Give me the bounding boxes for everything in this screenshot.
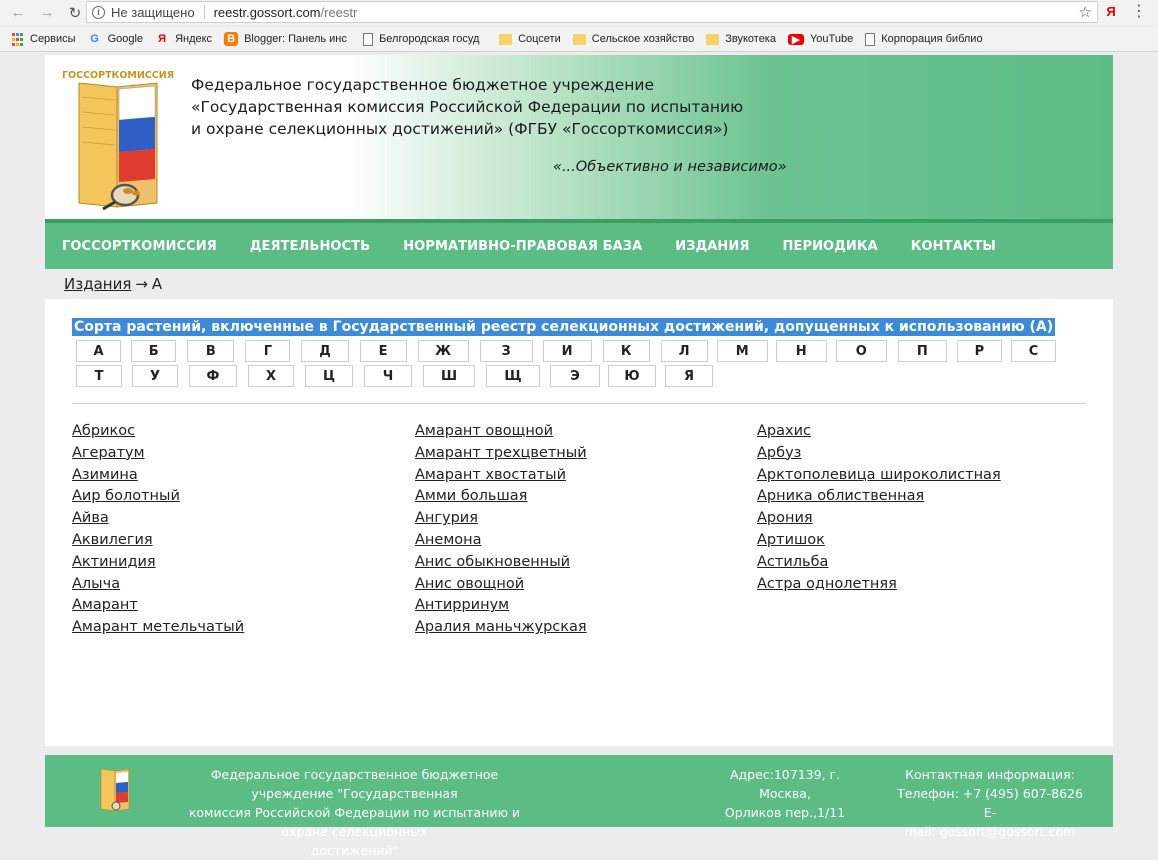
bookmark-google[interactable] [88,32,143,46]
alphabet-row [76,340,1056,362]
bookmark-label: Белгородская госуд [379,33,480,45]
letter-filter-button[interactable]: Г [245,340,290,362]
letter-filter-button[interactable]: Б [131,340,176,362]
main-content [45,299,1113,746]
bookmark-label: Яндекс [175,33,213,45]
footer-org [185,765,524,860]
plant-link[interactable]: Амарант [72,597,138,614]
letter-filter-button[interactable]: Ф [189,365,237,387]
footer-contact-line: mail: gossort@gossort.com [904,824,1076,839]
letter-filter-button[interactable]: Ж [418,340,469,362]
plant-column-2 [415,421,587,639]
bookmark-belgorod[interactable] [363,33,487,46]
plant-link[interactable]: Астра однолетняя [757,575,897,592]
bookmark-star-icon[interactable]: ☆ [1078,4,1092,21]
footer-address-line: Орликов пер.,1/11 [724,805,846,820]
bookmark-label: YouTube [809,33,854,45]
plant-link[interactable]: Астильба [757,553,829,570]
alphabet-row [76,365,1056,387]
main-nav [45,219,1113,269]
letter-filter-button[interactable]: К [603,340,650,362]
footer-org-line: комиссия Российской Федерации по испытанию и охране селекционных [188,805,521,839]
divider [72,403,1086,404]
plant-link[interactable]: Антирринум [415,597,510,614]
letter-filter-button[interactable]: Л [661,340,708,362]
bookmark-blogger[interactable] [224,32,351,46]
apps-icon [10,32,24,46]
nav-publications[interactable]: ИЗДАНИЯ [675,238,750,254]
letter-filter-button[interactable]: П [898,340,947,362]
nav-activity[interactable]: ДЕЯТЕЛЬНОСТЬ [249,238,371,254]
letter-filter-button[interactable]: У [132,365,178,387]
bookmark-label: Корпорация библио [881,33,983,45]
letter-filter-button[interactable]: М [717,340,768,362]
bookmark-yandex[interactable] [155,32,212,46]
bookmark-label: Blogger: Панель инс [244,33,347,45]
plant-link[interactable]: Анис обыкновенный [415,553,571,570]
breadcrumb-arrow: → [135,275,148,293]
letter-filter-button[interactable]: Т [76,365,122,387]
letter-filter-button[interactable]: Н [776,340,827,362]
letter-filter-button[interactable]: Д [301,340,348,362]
bookmark-label: Звукотека [725,33,776,45]
plant-link[interactable]: Ангурия [415,510,478,527]
blogger-icon: B [224,32,238,46]
plant-link[interactable]: Анис овощной [415,575,525,592]
footer-org-line: достижений" [310,843,399,858]
letter-filter-button[interactable]: И [543,340,592,362]
letter-filter-button[interactable]: А [76,340,121,362]
alphabet-index [76,340,1056,390]
gossort-logo-icon[interactable] [61,67,175,213]
page-icon [363,33,373,46]
bookmark-label: Google [107,33,144,45]
letter-filter-button[interactable]: С [1011,340,1056,362]
plant-link[interactable]: Актинидия [72,553,156,570]
youtube-icon: ▶ [788,34,804,45]
plant-link[interactable]: Аквилегия [72,531,153,548]
letter-filter-button[interactable]: Ч [364,365,412,387]
letter-filter-button[interactable]: Я [665,365,713,387]
plant-link[interactable]: Арника облиственная [757,488,925,505]
plant-link[interactable]: Азимина [72,466,138,483]
logo-text: ГОССОРТКОМИССИЯ [61,70,175,81]
address-bar[interactable] [86,1,1098,23]
plant-link[interactable]: Амарант овощной [415,423,554,439]
page-icon [865,33,875,46]
url-text[interactable] [214,5,358,20]
url-host: reestr.gossort.com [213,4,321,20]
bookmark-youtube[interactable] [788,33,853,45]
reload-icon[interactable]: ↻ [68,4,82,22]
footer-contact-line: Телефон: +7 (495) 607-8626 E- [897,786,1083,820]
plant-link[interactable]: Арктополевица широколистная [757,466,1001,483]
plant-column-3 [757,421,1001,595]
plant-link[interactable]: Амми большая [415,488,528,505]
plant-link[interactable]: Арбуз [757,444,802,461]
security-label: Не защищено [111,4,195,20]
yandex-icon: Я [158,33,167,45]
browser-toolbar [0,0,1158,25]
plant-link[interactable]: Аир болотный [72,488,180,505]
footer-contacts [897,765,1083,841]
letter-filter-button[interactable]: О [836,340,887,362]
plant-link[interactable]: Агератум [72,444,145,461]
breadcrumb-current: А [151,275,163,293]
plant-link[interactable]: Амарант метельчатый [72,619,245,636]
site-footer [45,755,1113,858]
plant-link[interactable]: Амарант хвостатый [415,466,566,483]
letter-filter-button[interactable]: Х [248,365,294,387]
letter-filter-button[interactable]: Р [957,340,1002,362]
letter-filter-button[interactable]: В [187,340,234,362]
nav-contacts[interactable]: КОНТАКТЫ [910,238,996,254]
letter-filter-button[interactable]: Э [550,365,600,387]
footer-contact-line: Контактная информация: [905,767,1075,782]
plant-link[interactable]: Артишок [757,531,825,548]
plant-link[interactable]: Алыча [72,575,121,592]
yandex-extension-icon[interactable]: Я [1106,4,1116,19]
plant-link[interactable]: Арония [757,510,813,527]
plant-link[interactable]: Амарант трехцветный [415,444,587,461]
letter-filter-button[interactable]: Ю [608,365,656,387]
site-header [45,55,1113,219]
bookmark-agriculture[interactable] [573,33,694,45]
slogan: «...Объективно и независимо» [553,159,787,175]
footer-address [703,765,867,822]
folder-icon [499,34,512,45]
bookmark-sound[interactable] [706,33,776,45]
url-path: /reestr [320,4,358,20]
plant-link[interactable]: Айва [72,510,109,527]
info-icon[interactable]: i [92,6,105,19]
bookmark-services[interactable] [10,32,76,46]
plant-link[interactable]: Арахис [757,423,811,439]
plant-link[interactable]: Анемона [415,531,482,548]
folder-icon [573,34,586,45]
bookmark-library[interactable] [865,33,981,46]
letter-filter-button[interactable]: Е [360,340,407,362]
bookmark-label: Сельское хозяйство [591,33,695,45]
folder-icon [706,34,719,45]
nav-legal-base[interactable]: НОРМАТИВНО-ПРАВОВАЯ БАЗА [403,238,643,254]
plant-link[interactable]: Аралия маньчжурская [415,619,587,636]
bookmark-label: Сервисы [30,33,76,45]
letter-filter-button[interactable]: З [480,340,533,362]
divider [204,5,205,19]
footer-address-line: Адрес:107139, г. Москва, [729,767,841,801]
letter-filter-button[interactable]: Ц [305,365,353,387]
back-arrow-icon[interactable]: ← [10,4,26,21]
org-name-line3: и охране селекционных достижений» (ФГБУ «Госсорткомиссия») [191,120,729,138]
breadcrumb-link-publications[interactable]: Издания [64,275,132,293]
site-container [45,55,1113,746]
letter-filter-button[interactable]: Ш [423,365,475,387]
plant-column-1 [72,421,244,639]
browser-menu-icon[interactable]: ⋮ [1131,3,1147,20]
bookmarks-bar [0,27,1158,52]
org-name-line2: «Государственная комиссия Российской Федерации по испытанию [191,98,744,116]
forward-arrow-icon[interactable]: → [39,4,55,21]
nav-gossortkomissiya[interactable]: ГОССОРТКОМИССИЯ [62,238,217,254]
bookmark-label: Соцсети [518,33,561,45]
letter-filter-button[interactable]: Щ [486,365,540,387]
footer-org-line: Федеральное государственное бюджетное учреждение "Государственная [210,767,499,801]
footer-logo-icon [99,765,131,813]
bookmark-socials[interactable] [499,33,561,45]
plant-link[interactable]: Абрикос [72,423,136,439]
page-title: Сорта растений, включенные в Государственный реестр селекционных достижений, допущенных к использованию (А) [74,319,1054,335]
breadcrumb [45,269,1113,299]
org-name-line1: Федеральное государственное бюджетное учреждение [191,76,655,94]
google-icon: G [90,33,99,45]
nav-periodicals[interactable]: ПЕРИОДИКА [782,238,878,254]
